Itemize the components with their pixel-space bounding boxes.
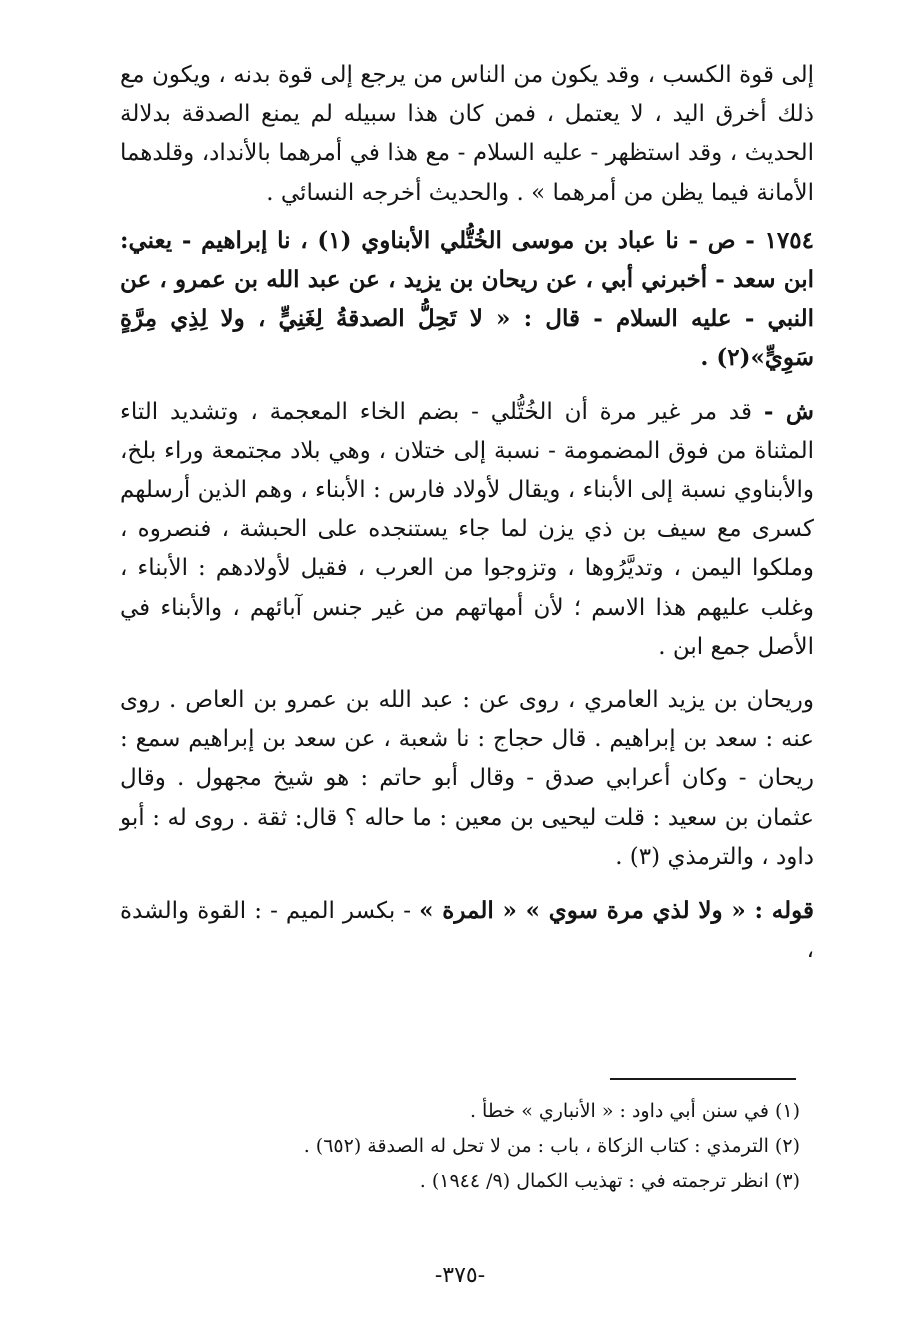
qawluh-marker: قوله : « ولا لذي مرة سوي » « المرة »: [419, 897, 814, 925]
page-number: -٣٧٥-: [434, 1263, 486, 1288]
footnote-2: (٢) الترمذي : كتاب الزكاة ، باب : من لا تحل له الصدقة (٦٥٢) .: [303, 1135, 800, 1157]
footnotes: [120, 1094, 800, 1199]
hadith-1754: ١٧٥٤ - ص - نا عباد بن موسى الخُتُّلي الأبناوي (١) ، نا إبراهيم - يعني: ابن سعد - أخبرني أبي ، عن ريحان بن يزيد ، عن عبد الله بن عمرو ، عن النبي - عليه السلام - قال : « لا تَحِلُّ الصدقةُ لِغَنِيٍّ ، ولا لِذِي مِرَّةٍ سَوِيٍّ»(٢) .: [120, 226, 814, 372]
footnote-3: (٣) انظر ترجمته في : تهذيب الكمال (٩/ ١٩٤٤) .: [419, 1170, 800, 1192]
qawluh-text: - بكسر الميم - : القوة والشدة ،: [120, 898, 814, 964]
footnote-divider: [610, 1078, 796, 1080]
sharh-marker: ش -: [763, 397, 814, 425]
paragraph-rayhan: وريحان بن يزيد العامري ، روى عن : عبد الله بن عمرو بن العاص . روى عنه : سعد بن إبراهيم . قال حجاج : نا شعبة ، عن سعد بن إبراهيم سمع : ريحان - وكان أعرابي صدق - وقال أبو حاتم : هو شيخ مجهول . وقال عثمان بن سعيد : قلت ليحيى بن معين : ما حاله ؟ قال: ثقة . روى له : أبو داود ، والترمذي (٣) .: [120, 687, 814, 870]
paragraph-sharh: [120, 392, 814, 667]
paragraph-intro: إلى قوة الكسب ، وقد يكون من الناس من يرجع إلى قوة بدنه ، ويكون مع ذلك أخرق اليد ، لا يعتمل ، فمن كان هذا سبيله لم يمنع الصدقة بدلالة الحديث ، وقد استظهر - عليه السلام - مع هذا في أمرهما بالأنداد، وقلدهما الأمانة فيما يظن من أمرهما » . والحديث أخرجه النسائي .: [120, 62, 814, 206]
page-body: [120, 56, 814, 970]
paragraph-qawluh: [120, 891, 814, 970]
sharh-text: قد مر غير مرة أن الخُتُّلي - بضم الخاء المعجمة ، وتشديد التاء المثناة من فوق المضمومة - نسبة إلى ختلان ، وهي بلاد مجتمعة وراء بلخ، والأبناوي نسبة إلى الأبناء ، ويقال لأولاد فارس : الأبناء ، وهم الذين أرسلهم كسرى مع سيف بن ذي يزن لما جاء يستنجده على الحبشة ، فنصروه ، وملكوا اليمن ، وتديَّرُوها ، وتزوجوا من العرب ، فقيل لأولادهم : الأبناء ، وغلب عليهم هذا الاسم ؛ لأن أمهاتهم من غير جنس آبائهم ، والأبناء في الأصل جمع ابن .: [120, 398, 814, 660]
footnote-1: (١) في سنن أبي داود : « الأنباري » خطأ .: [469, 1100, 800, 1122]
